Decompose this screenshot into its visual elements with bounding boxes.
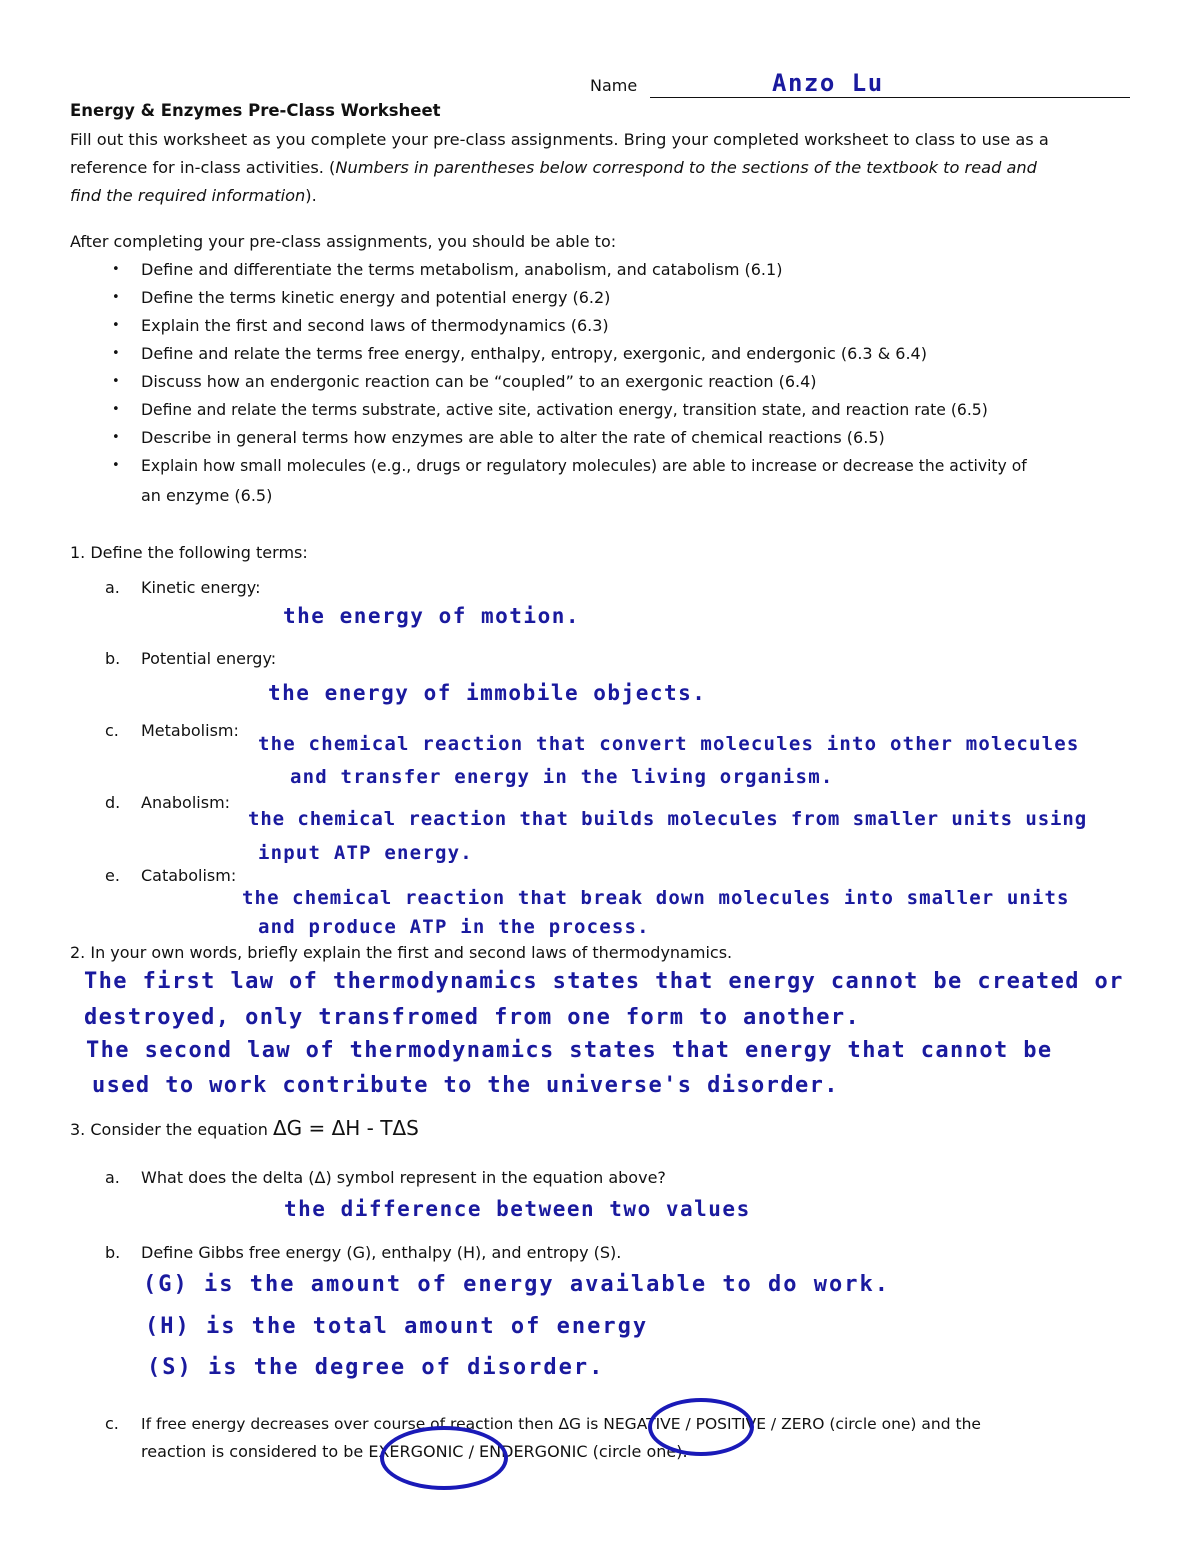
objective-item: Describe in general terms how enzymes are able to alter the rate of chemical reactions (6.5): [141, 428, 885, 447]
bullet: •: [112, 346, 120, 361]
page-title: Energy & Enzymes Pre-Class Worksheet: [70, 101, 441, 120]
q2-prompt: 2. In your own words, briefly explain the first and second laws of thermodynamics.: [70, 943, 733, 962]
q1b-answer: the energy of immobile objects.: [268, 681, 707, 705]
bullet: •: [112, 458, 120, 473]
bullet: •: [112, 402, 120, 417]
q3b-answer-2: (H) is the total amount of energy: [145, 1314, 649, 1339]
q3b-answer-3: (S) is the degree of disorder.: [147, 1355, 605, 1380]
intro-line-1: Fill out this worksheet as you complete your pre-class assignments. Bring your completed worksheet to class to use as a: [70, 130, 1049, 149]
q1c-answer-1: the chemical reaction that convert molecules into other molecules: [258, 733, 1080, 755]
q1b-label: b.: [105, 649, 121, 668]
bullet: •: [112, 290, 120, 305]
q1c-label: c.: [105, 721, 119, 740]
objective-item: Explain how small molecules (e.g., drugs or regulatory molecules) are able to increase or decrease the activity of: [141, 457, 1027, 475]
intro-line-3-end: ).: [305, 186, 317, 205]
q3-prompt-text: 3. Consider the equation: [70, 1120, 268, 1139]
q1a-text: Kinetic energy:: [141, 578, 261, 597]
q2-answer-1: The first law of thermodynamics states that energy cannot be created or: [84, 969, 1124, 994]
q3a-answer: the difference between two values: [284, 1197, 751, 1221]
q1-prompt: 1. Define the following terms:: [70, 543, 308, 562]
objective-item-continued: an enzyme (6.5): [141, 486, 273, 505]
name-line: [650, 97, 1130, 98]
q3c-line-2: reaction is considered to be EXERGONIC / ENDERGONIC (circle one).: [141, 1442, 688, 1461]
q1d-answer-2: input ATP energy.: [258, 842, 473, 864]
q3c-label: c.: [105, 1414, 119, 1433]
objective-item: Define and differentiate the terms metabolism, anabolism, and catabolism (6.1): [141, 260, 783, 279]
q2-answer-4: used to work contribute to the universe's disorder.: [92, 1073, 839, 1098]
name-label: Name: [590, 76, 638, 95]
q3b-label: b.: [105, 1243, 121, 1262]
intro-line-3: [70, 186, 317, 206]
bullet: •: [112, 262, 120, 277]
q2-answer-3: The second law of thermodynamics states that energy that cannot be: [86, 1038, 1053, 1063]
objectives-heading: After completing your pre-class assignments, you should be able to:: [70, 232, 617, 251]
q3c-line-1: If free energy decreases over course of reaction then ΔG is NEGATIVE / POSITIVE / ZERO (circle one) and the: [141, 1415, 981, 1433]
intro-line-3-italic: find the required information: [70, 186, 306, 205]
objective-item: Define and relate the terms substrate, active site, activation energy, transition state, and reaction rate (6.5): [141, 401, 988, 419]
bullet: •: [112, 318, 120, 333]
intro-line-2-italic: Numbers in parentheses below correspond to the sections of the textbook to read and: [335, 158, 1037, 177]
q1a-answer: the energy of motion.: [283, 604, 581, 628]
negative-circle: [648, 1398, 754, 1456]
objective-item: Define and relate the terms free energy, enthalpy, entropy, exergonic, and endergonic (6.3 & 6.4): [141, 344, 927, 363]
intro-line-2: [70, 158, 1037, 178]
q1e-label: e.: [105, 866, 120, 885]
q1e-answer-1: the chemical reaction that break down molecules into smaller units: [242, 887, 1070, 909]
q1c-answer-2: and transfer energy in the living organism.: [290, 766, 834, 788]
q1d-label: d.: [105, 793, 121, 812]
objective-item: Explain the first and second laws of thermodynamics (6.3): [141, 316, 609, 335]
intro-line-2-normal: reference for in-class activities. (: [70, 158, 336, 177]
bullet: •: [112, 374, 120, 389]
q1c-text: Metabolism:: [141, 721, 239, 740]
q1d-text: Anabolism:: [141, 793, 231, 812]
q1d-answer-1: the chemical reaction that builds molecules from smaller units using: [248, 808, 1088, 830]
q3b-answer-1: (G) is the amount of energy available to do work.: [143, 1272, 891, 1297]
objective-item: Define the terms kinetic energy and potential energy (6.2): [141, 288, 611, 307]
name-value: Anzo Lu: [772, 69, 884, 97]
q3a-label: a.: [105, 1168, 120, 1187]
q3a-text: What does the delta (Δ) symbol represent in the equation above?: [141, 1168, 666, 1187]
q3b-text: Define Gibbs free energy (G), enthalpy (H), and entropy (S).: [141, 1243, 622, 1262]
q1b-text: Potential energy:: [141, 649, 277, 668]
objective-item: Discuss how an endergonic reaction can be “coupled” to an exergonic reaction (6.4): [141, 372, 817, 391]
q1a-label: a.: [105, 578, 120, 597]
exergonic-circle: [380, 1426, 508, 1490]
q3-equation: ΔG = ΔH - TΔS: [272, 1116, 419, 1140]
q1e-answer-2: and produce ATP in the process.: [258, 916, 650, 938]
q2-answer-2: destroyed, only transfromed from one form to another.: [84, 1005, 861, 1030]
q3-prompt: [70, 1118, 419, 1140]
q1e-text: Catabolism:: [141, 866, 237, 885]
bullet: •: [112, 430, 120, 445]
